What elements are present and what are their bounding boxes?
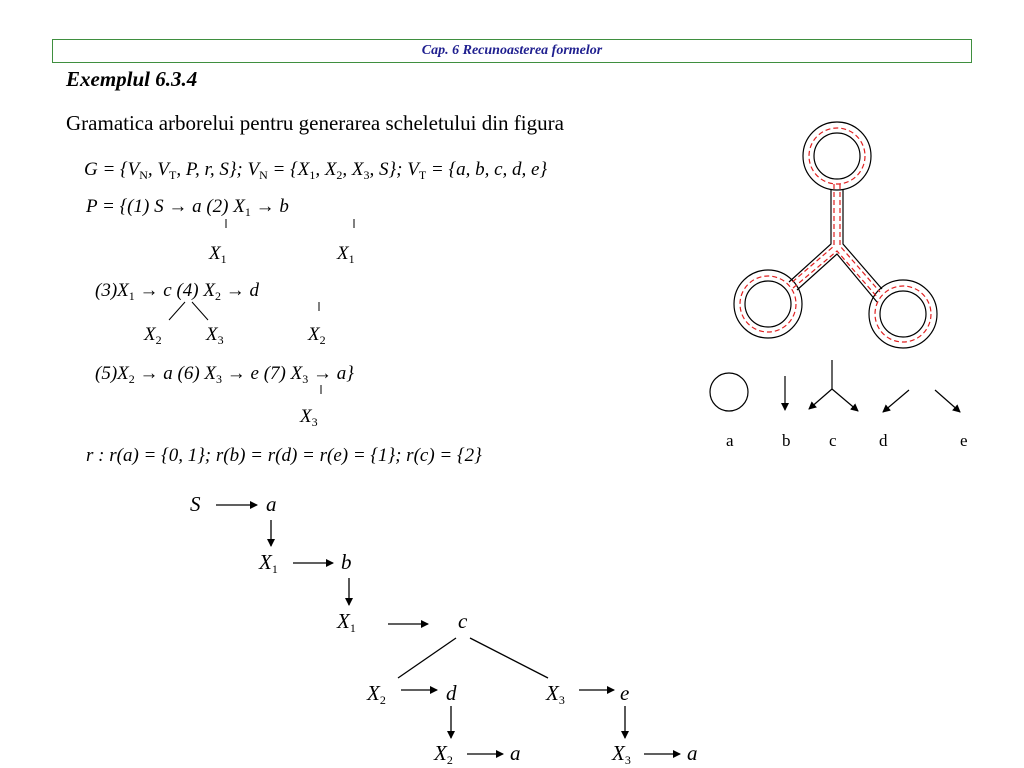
rule4-child: $X_2$ [308, 324, 326, 347]
skeleton-label-a: a [726, 431, 734, 450]
skeleton-label-b: b [782, 431, 791, 450]
deriv-a3: a [687, 741, 698, 765]
deriv-X2a: $X_2$ [367, 681, 386, 707]
rule-ticks [169, 219, 354, 394]
rule2-child: $X_1$ [337, 243, 355, 266]
productions-line-3: $(3)X_1 \to c$ (4) $X_2 \to d$ [95, 280, 259, 303]
derivation-arrows [216, 505, 680, 754]
deriv-X1b: $X_1$ [337, 609, 356, 635]
deriv-a2: a [510, 741, 521, 765]
productions-line-1: P = {(1) S → a (2) $X_1 \to b$ [86, 196, 289, 219]
deriv-a1: a [266, 492, 277, 516]
rule6-child: $X_3$ [300, 406, 318, 429]
deriv-b: b [341, 550, 352, 574]
skeleton-primitives [710, 360, 960, 412]
deriv-X1a: $X_1$ [259, 550, 278, 576]
chapter-title: Cap. 6 Recunoasterea formelor [421, 43, 603, 58]
deriv-X3b: $X_3$ [612, 741, 631, 767]
rule3-right-child: $X_3$ [206, 324, 224, 347]
skeleton-figure [734, 122, 937, 348]
deriv-S: S [190, 492, 201, 516]
intro-text: Gramatica arborelui pentru generarea scheletului din figura [66, 111, 564, 135]
deriv-d: d [446, 681, 457, 705]
deriv-e: e [620, 681, 630, 705]
productions-line-5: $(5)X_2 \to a$ (6) $X_3 \to e$ (7) $X_3 \to a$} [95, 363, 354, 386]
skeleton-label-c: c [829, 431, 837, 450]
grammar-definition: $G = \{V_N$, $V_T$, P, r, S}; $V_N = \{X_1$, $X_2$, $X_3$, S}; $V_T = \{a$, b, c, d, e} [84, 159, 548, 182]
rule3-left-child: $X_2$ [144, 324, 162, 347]
deriv-X3a: $X_3$ [546, 681, 565, 707]
skeleton-label-e: e [960, 431, 968, 450]
rank-function: r : r(a) = {0, 1}; r(b) = r(d) = r(e) = {1}; r(c) = {2} [86, 445, 482, 466]
deriv-X2b: $X_2$ [434, 741, 453, 767]
example-title: Exemplul 6.3.4 [66, 67, 198, 91]
deriv-c: c [458, 609, 468, 633]
skeleton-label-d: d [879, 431, 888, 450]
rule1-child: $X_1$ [209, 243, 227, 266]
